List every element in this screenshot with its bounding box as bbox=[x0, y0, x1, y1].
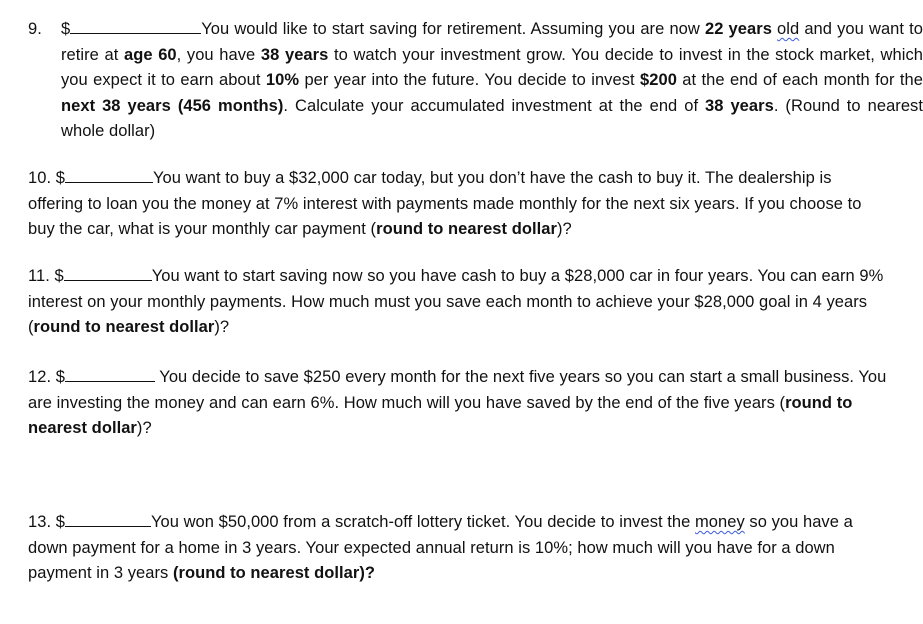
question-9-text: to watch your investment grow. You decide to invest in the stock market, which you expect it to earn about bbox=[61, 45, 923, 89]
question-9-text: You would like to start saving for retirement. Assuming you are now bbox=[201, 20, 705, 38]
question-11-text: You want to start saving now so you have cash to buy a $28,000 car in four years. You can earn 9% interest on your monthly payments. How much must you save each month to achieve your $28,000 goal in 4 years ( bbox=[28, 267, 884, 336]
question-9-dollar-sign: $ bbox=[61, 20, 71, 38]
question-11 bbox=[28, 263, 890, 341]
question-11-number: 11. $ bbox=[28, 267, 64, 285]
question-13-text: so you have a down payment for a home in 3 years. Your expected annual return is 10%; how much will you have for a down payment in 3 years bbox=[28, 513, 853, 582]
question-13 bbox=[28, 509, 890, 587]
question-11-answer-blank[interactable] bbox=[64, 263, 152, 281]
question-9-spellcheck-word: old bbox=[777, 20, 800, 38]
question-9-bold: 10% bbox=[265, 71, 300, 89]
question-9-answer-blank[interactable] bbox=[70, 16, 201, 34]
question-9-number: 9. bbox=[28, 20, 42, 38]
question-11-text: )? bbox=[214, 318, 230, 336]
question-13-spellcheck-word: money bbox=[695, 513, 745, 531]
question-9-text: per year into the future. You decide to invest bbox=[299, 71, 641, 89]
question-9-bold: next 38 years (456 months) bbox=[61, 96, 284, 115]
question-10-text: You want to buy a $32,000 car today, but you don’t have the cash to buy it. The dealership is offering to loan you the money at 7% interest with payments made monthly for the next six years. If you choose to buy the car, what is your monthly car payment ( bbox=[28, 169, 862, 238]
question-10-number: 10. $ bbox=[28, 169, 65, 187]
question-12 bbox=[28, 364, 890, 442]
question-12-bold: round to nearest dollar bbox=[28, 393, 853, 437]
question-12-number: 12. $ bbox=[28, 368, 65, 386]
question-13-bold: (round to nearest dollar)? bbox=[172, 564, 376, 582]
question-10-bold: round to nearest dollar bbox=[376, 220, 557, 238]
question-13-number: 13. $ bbox=[28, 513, 65, 531]
question-12-text: )? bbox=[136, 419, 152, 437]
question-11-bold: round to nearest dollar bbox=[33, 318, 215, 336]
question-9 bbox=[28, 16, 923, 145]
question-9-bold: age 60 bbox=[124, 45, 177, 64]
question-9-text: at the end of each month for the bbox=[676, 71, 923, 89]
question-13-answer-blank[interactable] bbox=[65, 509, 151, 527]
question-13-text: You won $50,000 from a scratch-off lottery ticket. You decide to invest the bbox=[150, 513, 695, 531]
question-9-bold: 38 years bbox=[705, 96, 774, 115]
question-9-bold: 22 years bbox=[704, 20, 772, 38]
question-9-text: . Calculate your accumulated investment at the end of bbox=[283, 96, 706, 115]
question-10 bbox=[28, 165, 890, 243]
question-10-text: )? bbox=[556, 220, 572, 238]
question-12-text: You decide to save $250 every month for the next five years so you can start a small business. You are investing the money and can earn 6%. How much will you have saved by the end of the five years ( bbox=[28, 368, 887, 412]
question-9-text: , you have bbox=[176, 45, 261, 64]
question-10-answer-blank[interactable] bbox=[65, 165, 153, 183]
question-12-answer-blank[interactable] bbox=[65, 364, 155, 382]
question-9-bold: $200 bbox=[640, 71, 677, 89]
question-9-text: . (Round to nearest whole dollar) bbox=[61, 96, 923, 140]
question-9-text: and you want to retire at bbox=[61, 20, 923, 64]
question-9-bold: 38 years bbox=[260, 45, 329, 64]
